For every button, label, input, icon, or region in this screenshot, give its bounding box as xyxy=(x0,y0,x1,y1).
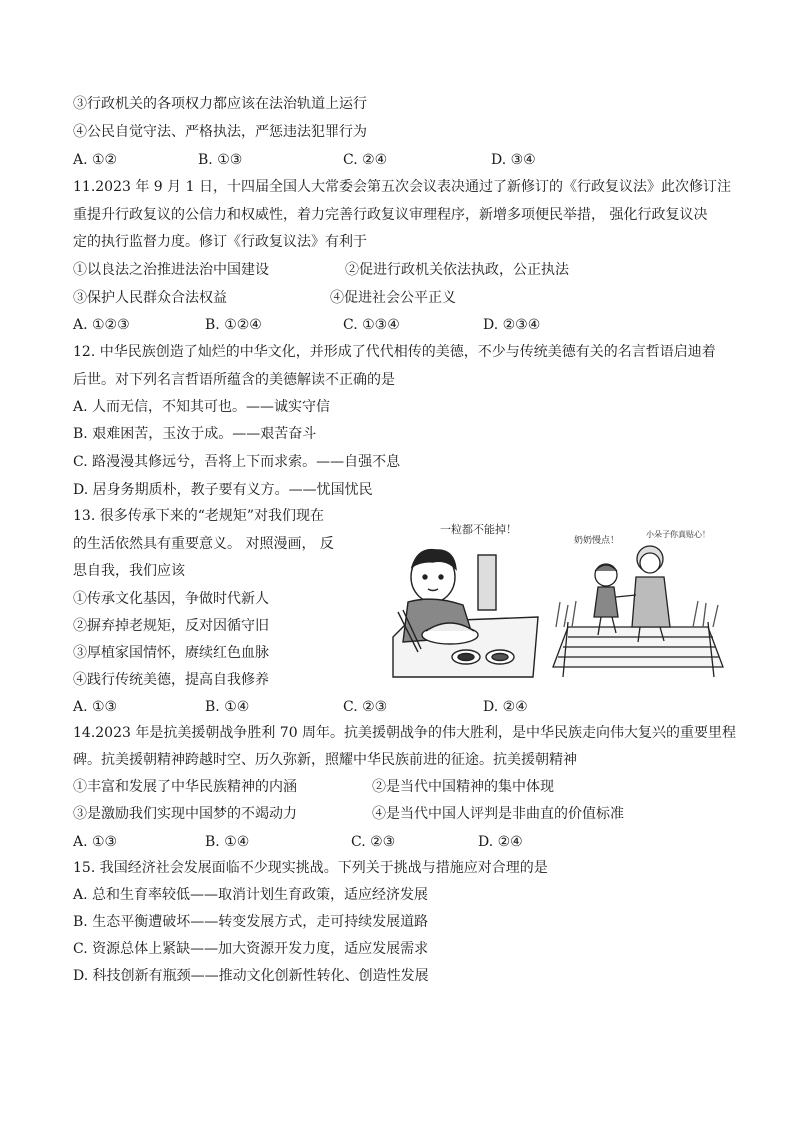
q10-option-d[interactable]: D. ③④ xyxy=(491,152,536,168)
q10-option-c[interactable]: C. ②④ xyxy=(343,152,388,168)
q14-item-3: ③是激励我们实现中国梦的不竭动力 xyxy=(73,806,297,822)
q13-option-c[interactable]: C. ②③ xyxy=(343,699,388,715)
q13-option-a[interactable]: A. ①③ xyxy=(73,699,118,715)
q11-option-a[interactable]: A. ①②③ xyxy=(73,317,130,333)
q15-option-a[interactable]: A. 总和生育率较低——取消计划生育政策，适应经济发展 xyxy=(73,887,429,903)
q12-option-a[interactable]: A. 人而无信，不知其可也。——诚实守信 xyxy=(73,399,331,415)
q12-option-d[interactable]: D. 居身务期质朴，教子要有义方。——忧国忧民 xyxy=(73,482,373,498)
cartoon-left-panel xyxy=(393,550,538,677)
q11-stem-line-3: 定的执行监督力度。修订《行政复议法》有利于 xyxy=(73,234,367,250)
q10-option-a[interactable]: A. ①② xyxy=(73,152,118,168)
q14-option-d[interactable]: D. ②④ xyxy=(478,834,523,850)
q13-options xyxy=(73,697,753,717)
cartoon-right-panel xyxy=(553,546,723,677)
q10-item-4: ④公民自觉守法、严格执法，严惩违法犯罪行为 xyxy=(73,124,367,140)
q11-item-1: ①以良法之治推进法治中国建设 xyxy=(73,262,269,278)
q15-option-b[interactable]: B. 生态平衡遭破坏——转变发展方式，走可持续发展道路 xyxy=(73,914,429,930)
q13-item-3: ③厚植家国情怀，赓续红色血脉 xyxy=(73,645,269,661)
q11-item-4: ④促进社会公平正义 xyxy=(330,290,456,306)
q14-option-c[interactable]: C. ②③ xyxy=(351,834,396,850)
q12-stem-line-2: 后世。对下列名言哲语所蕴含的美德解读不正确的是 xyxy=(73,372,395,388)
q14-option-a[interactable]: A. ①③ xyxy=(73,834,118,850)
q12-option-c[interactable]: C. 路漫漫其修远兮，吾将上下而求索。——自强不息 xyxy=(73,454,401,470)
q14-options xyxy=(73,832,753,852)
q13-item-2: ②摒弃掉老规矩，反对因循守旧 xyxy=(73,618,269,634)
cartoon-left-caption: 一粒都不能掉！ xyxy=(440,523,517,536)
q11-item-2: ②促进行政机关依法执政，公正执法 xyxy=(345,262,569,278)
q11-option-c[interactable]: C. ①③④ xyxy=(343,317,400,333)
q13-cartoon xyxy=(388,517,728,685)
q11-stem-line-1: 11.2023 年 9 月 1 日，十四届全国人大常委会第五次会议表决通过了新修订的《行政复议法》此次修订注 xyxy=(73,179,731,195)
q14-stem-line-1: 14.2023 年是抗美援朝战争胜利 70 周年。抗美援朝战争的伟大胜利，是中华民族走向伟大复兴的重要里程 xyxy=(73,725,737,741)
q13-stem-line-1: 13. 很多传承下来的“老规矩”对我们现在 xyxy=(73,508,325,524)
q14-item-2: ②是当代中国精神的集中体现 xyxy=(372,779,554,795)
cartoon-right-caption: 小朵子你真贴心！ xyxy=(646,530,710,539)
q15-option-d[interactable]: D. 科技创新有瓶颈——推动文化创新性转化、创造性发展 xyxy=(73,968,429,984)
q15-option-c[interactable]: C. 资源总体上紧缺——加大资源开发力度，适应发展需求 xyxy=(73,941,429,957)
q13-stem-line-2: 的生活依然具有重要意义。 对照漫画， 反 xyxy=(73,536,334,552)
q11-option-b[interactable]: B. ①②④ xyxy=(205,317,262,333)
q10-options xyxy=(73,150,753,170)
q15-stem: 15. 我国经济社会发展面临不少现实挑战。下列关于挑战与措施应对合理的是 xyxy=(73,860,548,876)
q10-item-3: ③行政机关的各项权力都应该在法治轨道上运行 xyxy=(73,96,367,112)
q13-option-b[interactable]: B. ①④ xyxy=(205,699,250,715)
q13-stem-line-3: 思自我，我们应该 xyxy=(73,563,185,579)
q12-stem-line-1: 12. 中华民族创造了灿烂的中华文化，并形成了代代相传的美德，不少与传统美德有关的名言哲语启迪着 xyxy=(73,344,716,360)
q14-item-4: ④是当代中国人评判是非曲直的价值标准 xyxy=(372,806,624,822)
q14-item-1: ①丰富和发展了中华民族精神的内涵 xyxy=(73,779,297,795)
q11-stem-line-2: 重提升行政复议的公信力和权威性，着力完善行政复议审理程序，新增多项便民举措， 强化行政复议决 xyxy=(73,207,708,223)
q11-option-d[interactable]: D. ②③④ xyxy=(483,317,541,333)
q11-options xyxy=(73,315,753,335)
q14-stem-line-2: 碑。抗美援朝精神跨越时空、历久弥新，照耀中华民族前进的征途。抗美援朝精神 xyxy=(73,752,577,768)
q11-item-3: ③保护人民群众合法权益 xyxy=(73,290,227,306)
q10-option-b[interactable]: B. ①③ xyxy=(198,152,243,168)
cartoon-mid-caption: 奶奶慢点！ xyxy=(574,536,620,546)
q13-item-4: ④践行传统美德，提高自我修养 xyxy=(73,672,269,688)
q14-option-b[interactable]: B. ①④ xyxy=(205,834,250,850)
q13-option-d[interactable]: D. ②④ xyxy=(483,699,528,715)
q13-item-1: ①传承文化基因，争做时代新人 xyxy=(73,591,269,607)
q12-option-b[interactable]: B. 艰难困苦，玉汝于成。——艰苦奋斗 xyxy=(73,426,317,442)
